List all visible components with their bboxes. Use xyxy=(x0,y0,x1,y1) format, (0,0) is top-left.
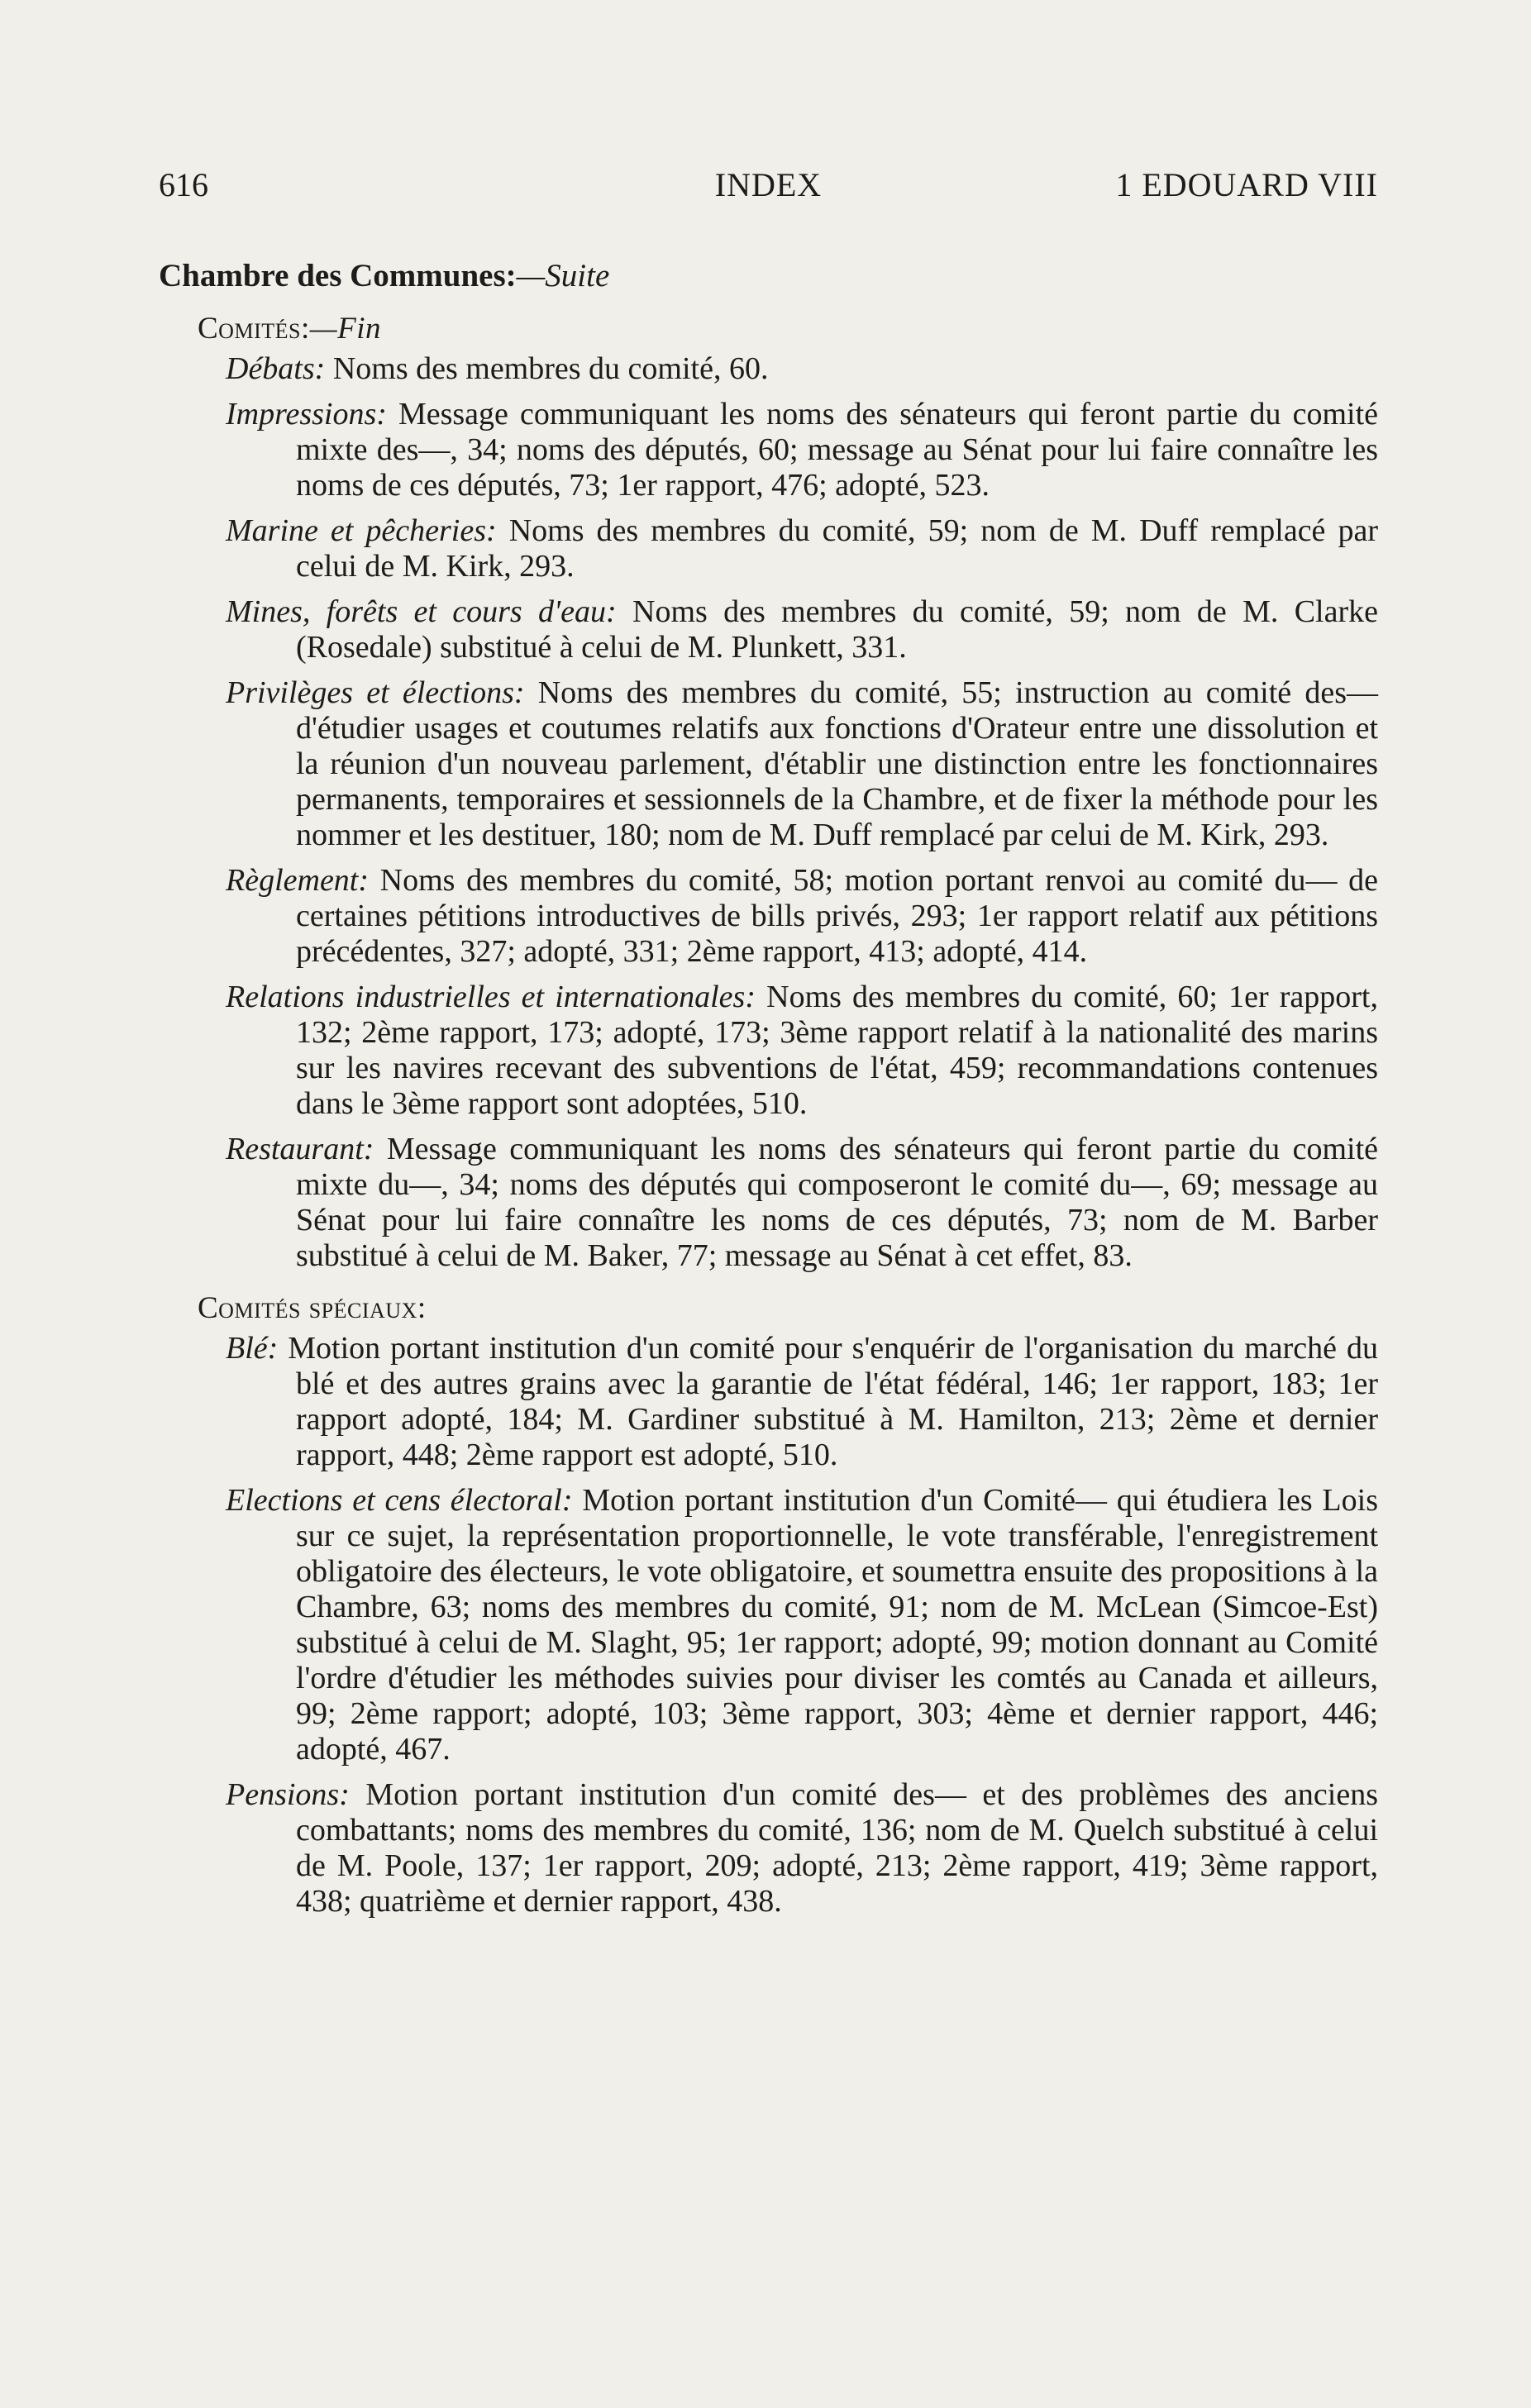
section-comites xyxy=(198,309,1378,348)
index-heading xyxy=(159,256,1378,296)
entry-text: Message communiquant les noms des sénateurs qui feront partie du comité mixte du—, 34; noms des députés qui composeront le comité du—, 69; message au Sénat pour lui faire connaître les noms de ces députés, 73; nom de M. Barber substitué à celui de M. Baker, 77; message au Sénat à cet effet, 83. xyxy=(296,1132,1378,1273)
entry-term: Marine et pêcheries: xyxy=(226,513,497,548)
section-comites-speciaux-label: Comités spéciaux: xyxy=(198,1291,427,1325)
index-entry-marine xyxy=(226,513,1378,584)
page-number: 616 xyxy=(159,166,208,203)
entry-term: Blé: xyxy=(226,1331,279,1366)
entry-term: Privilèges et élections: xyxy=(226,675,525,710)
index-entry-impressions xyxy=(226,397,1378,503)
entry-text: Message communiquant les noms des sénateurs qui feront partie du comité mixte des—, 34; noms des députés, 60; message au Sénat pour lui faire connaître les noms de ces députés, 73; 1er rapport, 476; adopté, 523. xyxy=(296,397,1378,503)
index-page xyxy=(159,164,1378,1919)
index-entry-mines xyxy=(226,594,1378,665)
index-entry-privileges xyxy=(226,675,1378,853)
index-entry-restaurant xyxy=(226,1132,1378,1274)
entry-term: Débats: xyxy=(226,351,326,386)
entry-text: Motion portant institution d'un Comité— qui étudiera les Lois sur ce sujet, la représentation proportionnelle, le vote transférable, l'enregistrement obligatoire des électeurs, le vote obligatoire, et soumettra ensuite des propositions à la Chambre, 63; noms des membres du comité, 91; nom de M. McLean (Simcoe-Est) substitué à celui de M. Slaght, 95; 1er rapport; adopté, 99; motion donnant au Comité l'ordre d'étudier les méthodes suivies pour diviser les comtés au Canada et ailleurs, 99; 2ème rapport; adopté, 103; 3ème rapport, 303; 4ème et dernier rapport, 446; adopté, 467. xyxy=(296,1483,1378,1767)
section-comites-fin: —Fin xyxy=(309,312,382,346)
index-entry-relations xyxy=(226,980,1378,1122)
heading-suite: —Suite xyxy=(516,258,610,293)
entry-text: Noms des membres du comité, 59; nom de M. Clarke (Rosedale) substitué à celui de M. Plunkett, 331. xyxy=(296,594,1378,665)
section-comites-speciaux xyxy=(198,1289,1378,1328)
entry-text: Motion portant institution d'un comité des— et des problèmes des anciens combattants; noms des membres du comité, 136; nom de M. Quelch substitué à celui de M. Poole, 137; 1er rapport, 209; adopté, 213; 2ème rapport, 419; 3ème rapport, 438; quatrième et dernier rapport, 438. xyxy=(296,1777,1378,1919)
entry-text: Noms des membres du comité, 60. xyxy=(325,351,769,386)
running-head-volume: 1 EDOUARD VIII xyxy=(1115,166,1378,203)
index-entry-debats xyxy=(226,351,1378,387)
entry-term: Mines, forêts et cours d'eau: xyxy=(226,594,617,629)
entry-text: Motion portant institution d'un comité pour s'enquérir de l'organisation du marché du blé et des autres grains avec la garantie de l'état fédéral, 146; 1er rapport, 183; 1er rapport adopté, 184; M. Gardiner substitué à M. Hamilton, 213; 2ème et dernier rapport, 448; 2ème rapport est adopté, 510. xyxy=(278,1331,1378,1472)
index-entry-pensions xyxy=(226,1777,1378,1919)
heading-title: Chambre des Communes: xyxy=(159,258,517,293)
entry-term: Relations industrielles et internationales: xyxy=(226,980,756,1014)
index-entry-ble xyxy=(226,1331,1378,1473)
index-entry-reglement xyxy=(226,863,1378,970)
entry-text: Noms des membres du comité, 59; nom de M. Duff remplacé par celui de M. Kirk, 293. xyxy=(296,513,1378,584)
running-head xyxy=(159,164,1378,207)
entry-term: Restaurant: xyxy=(226,1132,374,1166)
entry-text: Noms des membres du comité, 60; 1er rapport, 132; 2ème rapport, 173; adopté, 173; 3ème rapport relatif à la nationalité des marins sur les navires recevant des subventions de l'état, 459; recommandations contenues dans le 3ème rapport sont adoptées, 510. xyxy=(296,980,1378,1121)
entry-term: Elections et cens électoral: xyxy=(226,1483,573,1518)
index-entry-elections xyxy=(226,1483,1378,1767)
entry-term: Pensions: xyxy=(226,1777,350,1812)
entry-term: Impressions: xyxy=(226,397,387,432)
running-head-title: INDEX xyxy=(714,166,823,203)
section-comites-label: Comités: xyxy=(198,312,310,346)
entry-text: Noms des membres du comité, 58; motion portant renvoi au comité du— de certaines pétitions introductives de bills privés, 293; 1er rapport relatif aux pétitions précédentes, 327; adopté, 331; 2ème rapport, 413; adopté, 414. xyxy=(296,863,1378,969)
entry-term: Règlement: xyxy=(226,863,370,898)
entry-text: Noms des membres du comité, 55; instruction au comité des— d'étudier usages et coutumes relatifs aux fonctions d'Orateur entre une dissolution et la réunion d'un nouveau parlement, d'établir une distinction entre les fonctionnaires permanents, temporaires et sessionnels de la Chambre, et de fixer la méthode pour les nommer et les destituer, 180; nom de M. Duff remplacé par celui de M. Kirk, 293. xyxy=(296,675,1378,852)
